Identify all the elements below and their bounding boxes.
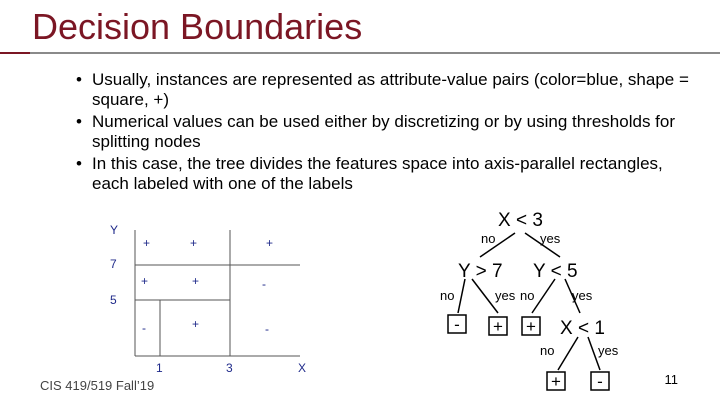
feature-space-plot [100,222,320,382]
x-tick-3: 3 [226,361,233,375]
plot-point: + [141,274,149,288]
left-no-label: no [440,288,455,303]
left-yes-label: yes [495,288,516,303]
plot-point: + [266,236,274,250]
slide-title: Decision Boundaries [32,6,363,47]
right-node: Y < 5 [533,261,578,282]
bullet-dot: • [76,112,82,131]
edge-sub-no [558,337,578,370]
title-accent-bar [0,52,30,54]
plot-point: + [192,274,200,288]
y-axis-label: Y [110,223,119,237]
plot-point: - [142,321,146,335]
bullet-text: In this case, the tree divides the features space into axis-parallel rectangles, each labeled with one of the labels [92,154,663,193]
right-yes-label: yes [572,288,593,303]
bullet-text: Numerical values can be used either by discretizing or by using thresholds for splitting nodes [92,112,676,151]
leaf-sub-yes: - [597,372,603,391]
sub-no-label: no [540,343,555,358]
x-tick-1: 1 [156,361,163,375]
page-number: 11 [664,372,678,387]
plot-point: + [190,236,198,250]
edge-left-no [458,279,465,313]
left-node: Y > 7 [458,261,503,282]
root-no-label: no [481,231,496,246]
decision-tree [420,205,670,395]
bullet-dot: • [76,154,82,173]
bullet-text: Usually, instances are represented as attribute-value pairs (color=blue, shape = square, +) [92,70,689,109]
y-tick-5: 5 [110,293,117,307]
plot-point: - [262,277,266,291]
title-underline [30,52,720,54]
leaf-sub-no: + [551,372,561,391]
y-tick-7: 7 [110,257,117,271]
slide-footer: CIS 419/519 Fall’19 [40,378,155,393]
bullet-dot: • [76,70,82,89]
edge-right-no [532,279,555,313]
root-node: X < 3 [498,210,543,231]
leaf-left-no: - [454,315,460,334]
leaf-right-no: + [526,317,536,336]
bullet-item [76,70,696,110]
plot-point: + [192,317,200,331]
x-axis-label: X [298,361,307,375]
bullet-item [76,112,696,152]
sub-node: X < 1 [560,318,605,339]
right-no-label: no [520,288,535,303]
leaf-left-yes: + [493,317,503,336]
bullet-list [76,70,696,196]
plot-point: - [265,322,269,336]
plot-point: + [143,236,151,250]
root-yes-label: yes [540,231,561,246]
bullet-item [76,154,696,194]
sub-yes-label: yes [598,343,619,358]
